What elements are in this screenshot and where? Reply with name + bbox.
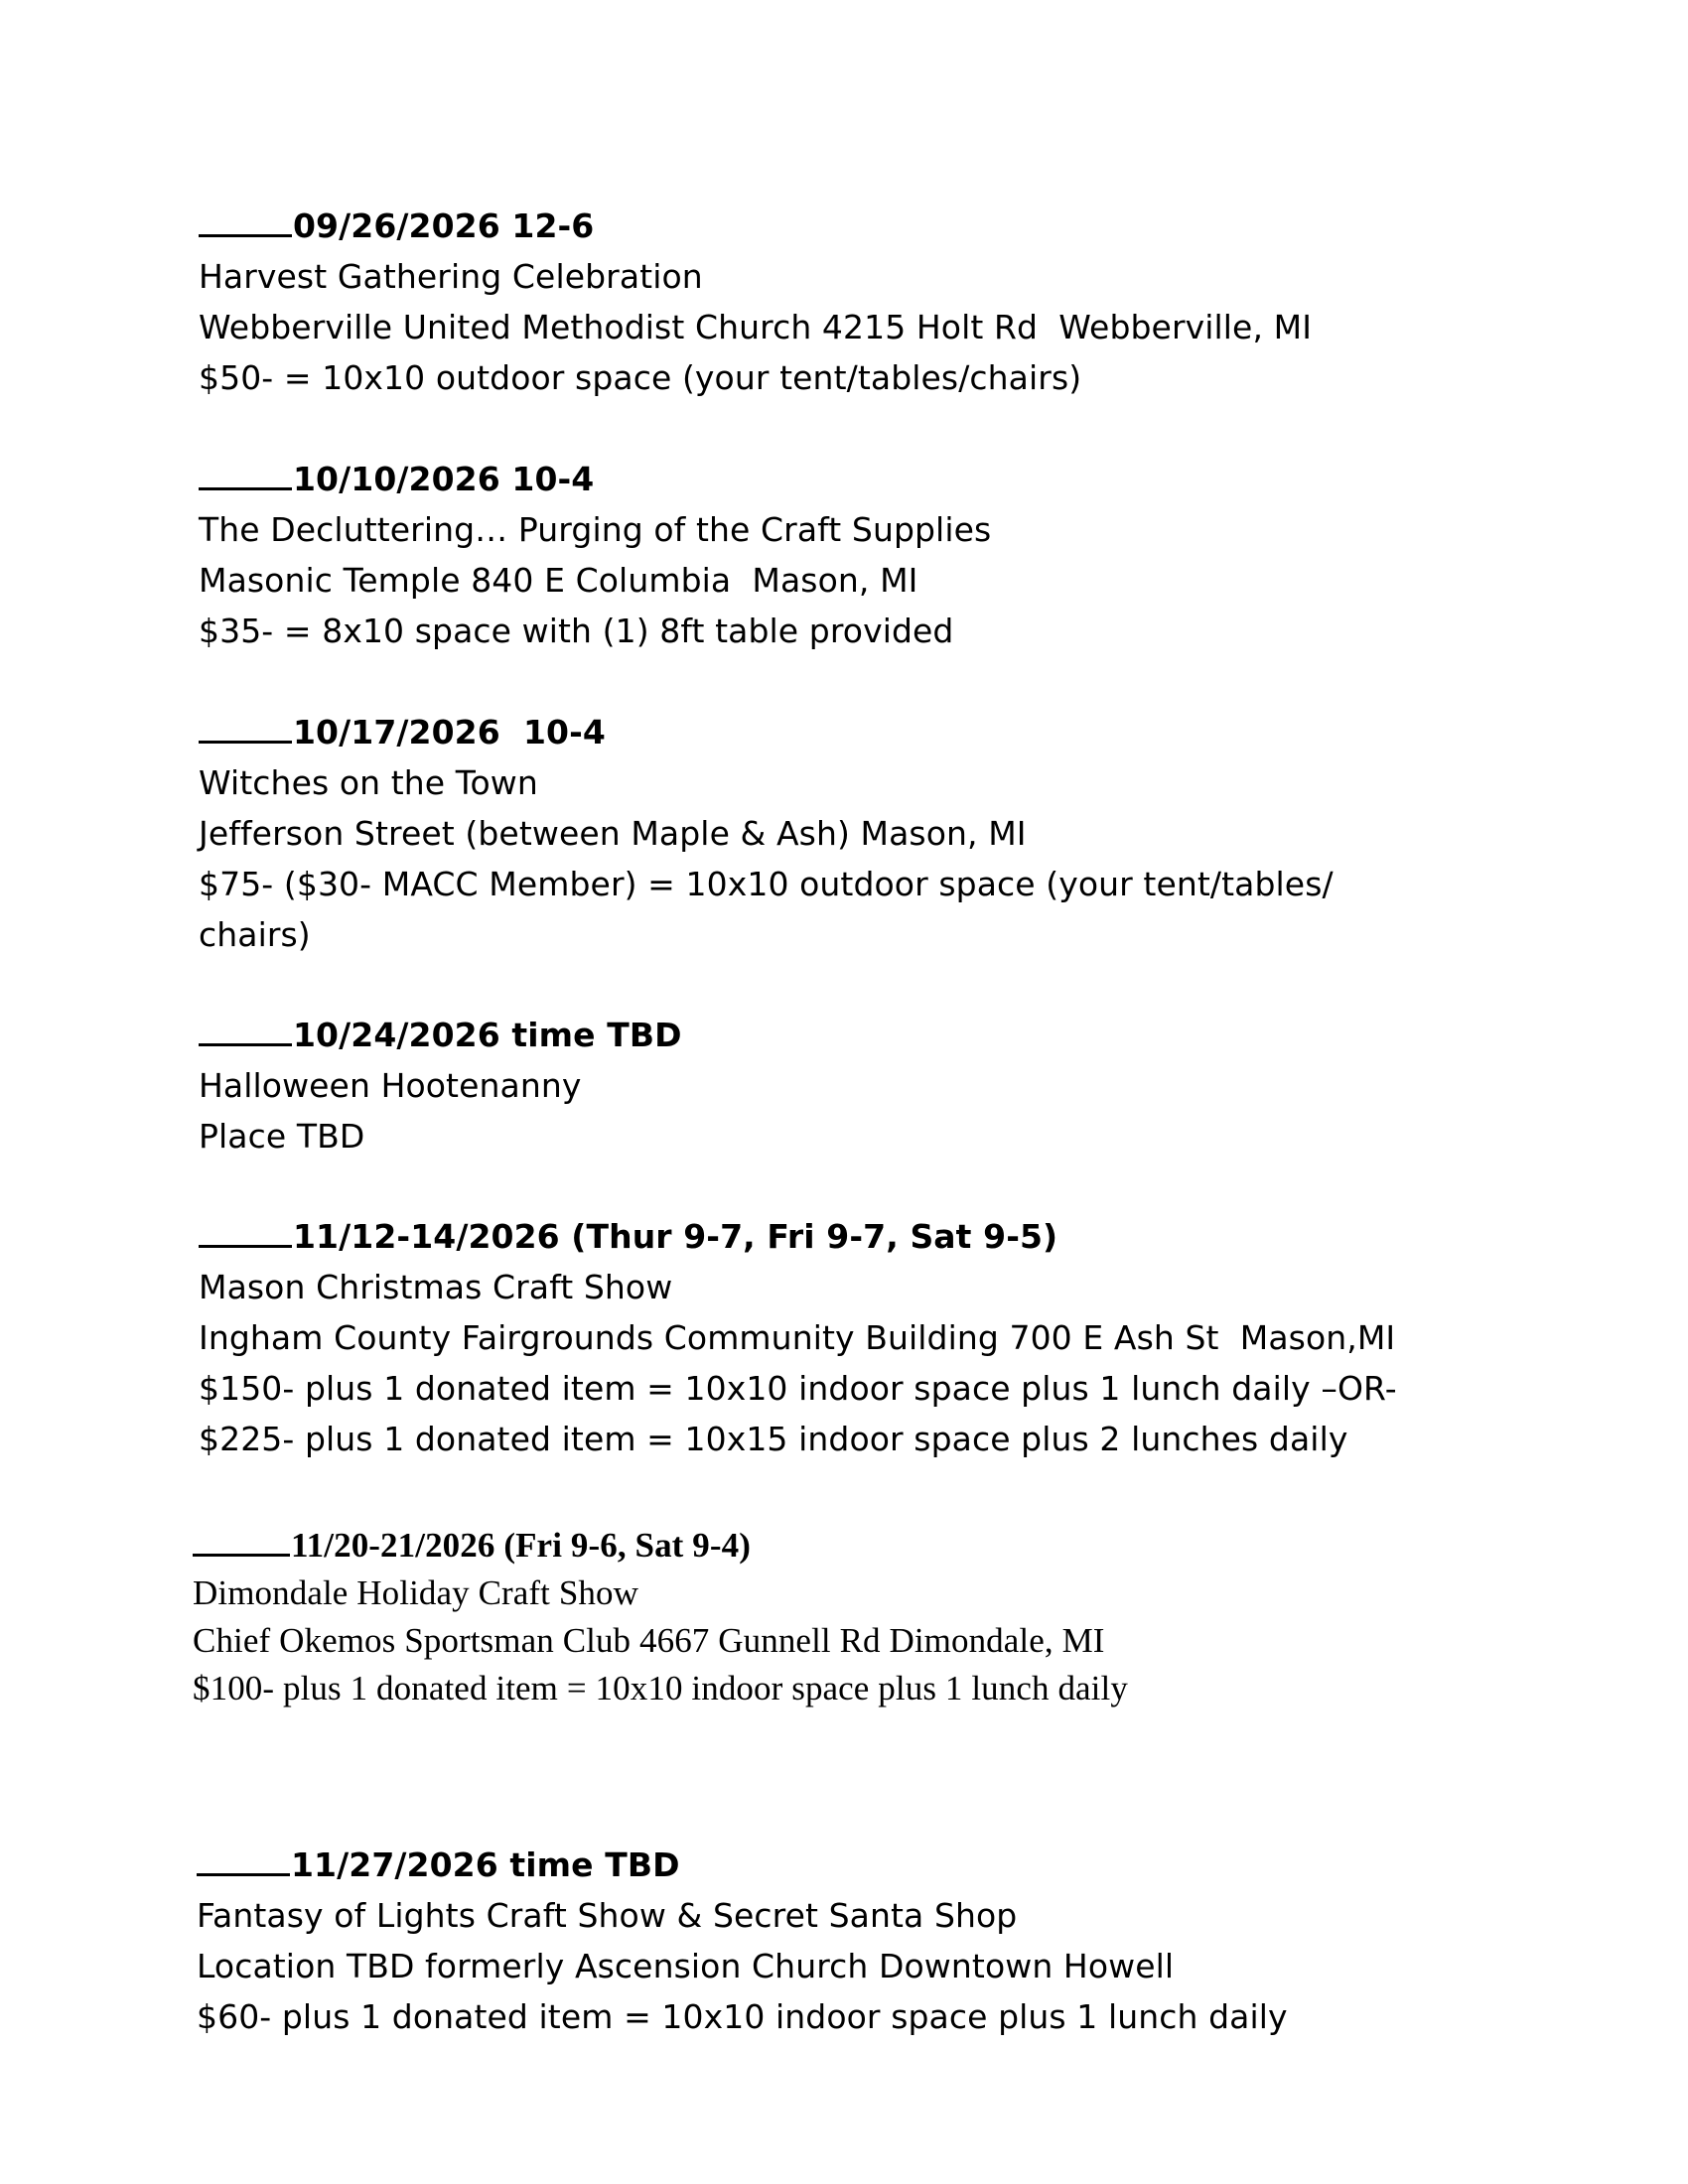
checkbox-blank[interactable]	[197, 1843, 290, 1876]
event-heading	[199, 1010, 1489, 1060]
event-price: $50- = 10x10 outdoor space (your tent/tables/chairs)	[199, 358, 1082, 397]
event-location: Chief Okemos Sportsman Club 4667 Gunnell Rd Dimondale, MI	[193, 1621, 1105, 1660]
event-price: $75- ($30- MACC Member) = 10x10 outdoor space (your tent/tables/	[199, 865, 1334, 903]
checkbox-blank[interactable]	[199, 458, 292, 490]
event-block	[193, 1522, 1483, 1712]
event-title: Fantasy of Lights Craft Show & Secret Santa Shop	[197, 1896, 1018, 1935]
event-block	[197, 1840, 1487, 2042]
checkbox-blank[interactable]	[199, 205, 292, 237]
event-location: Place TBD	[199, 1117, 365, 1156]
event-location: Webberville United Methodist Church 4215 Holt Rd Webberville, MI	[199, 308, 1313, 346]
event-date: 10/24/2026 time TBD	[293, 1016, 682, 1054]
event-location: Ingham County Fairgrounds Community Building 700 E Ash St Mason,MI	[199, 1318, 1396, 1357]
event-heading	[199, 201, 1489, 251]
event-block	[199, 454, 1489, 656]
event-heading	[193, 1522, 1483, 1570]
event-date: 11/20-21/2026 (Fri 9-6, Sat 9-4)	[291, 1526, 752, 1565]
event-price: $100- plus 1 donated item = 10x10 indoor space plus 1 lunch daily	[193, 1669, 1128, 1707]
event-price-continued: chairs)	[199, 915, 311, 954]
event-date: 11/27/2026 time TBD	[291, 1845, 680, 1884]
event-title: The Decluttering… Purging of the Craft Supplies	[199, 510, 992, 549]
event-date: 09/26/2026 12-6	[293, 206, 595, 245]
event-location: Jefferson Street (between Maple & Ash) Mason, MI	[199, 814, 1027, 853]
event-block	[199, 707, 1489, 960]
event-block	[199, 1010, 1489, 1161]
checkbox-blank[interactable]	[199, 1014, 292, 1046]
event-block	[199, 201, 1489, 403]
event-title: Witches on the Town	[199, 763, 538, 802]
event-title: Dimondale Holiday Craft Show	[193, 1573, 638, 1612]
event-title: Halloween Hootenanny	[199, 1066, 582, 1105]
checkbox-blank[interactable]	[193, 1524, 290, 1557]
event-heading	[199, 1211, 1489, 1262]
event-location: Location TBD formerly Ascension Church Downtown Howell	[197, 1947, 1175, 1985]
event-date: 10/17/2026 10-4	[293, 713, 606, 751]
checkbox-blank[interactable]	[199, 711, 292, 744]
event-heading	[199, 707, 1489, 757]
event-date: 11/12-14/2026 (Thur 9-7, Fri 9-7, Sat 9-5)	[293, 1217, 1058, 1256]
event-title: Mason Christmas Craft Show	[199, 1268, 673, 1306]
event-price: $35- = 8x10 space with (1) 8ft table provided	[199, 612, 954, 650]
event-price: $150- plus 1 donated item = 10x10 indoor space plus 1 lunch daily –OR-	[199, 1369, 1397, 1408]
event-block	[199, 1211, 1489, 1464]
event-heading	[197, 1840, 1487, 1890]
event-date: 10/10/2026 10-4	[293, 460, 595, 498]
event-location: Masonic Temple 840 E Columbia Mason, MI	[199, 561, 918, 600]
event-price: $60- plus 1 donated item = 10x10 indoor space plus 1 lunch daily	[197, 1997, 1288, 2036]
event-price-alt: $225- plus 1 donated item = 10x15 indoor space plus 2 lunches daily	[199, 1420, 1348, 1458]
event-title: Harvest Gathering Celebration	[199, 257, 703, 296]
event-heading	[199, 454, 1489, 504]
checkbox-blank[interactable]	[199, 1215, 292, 1248]
